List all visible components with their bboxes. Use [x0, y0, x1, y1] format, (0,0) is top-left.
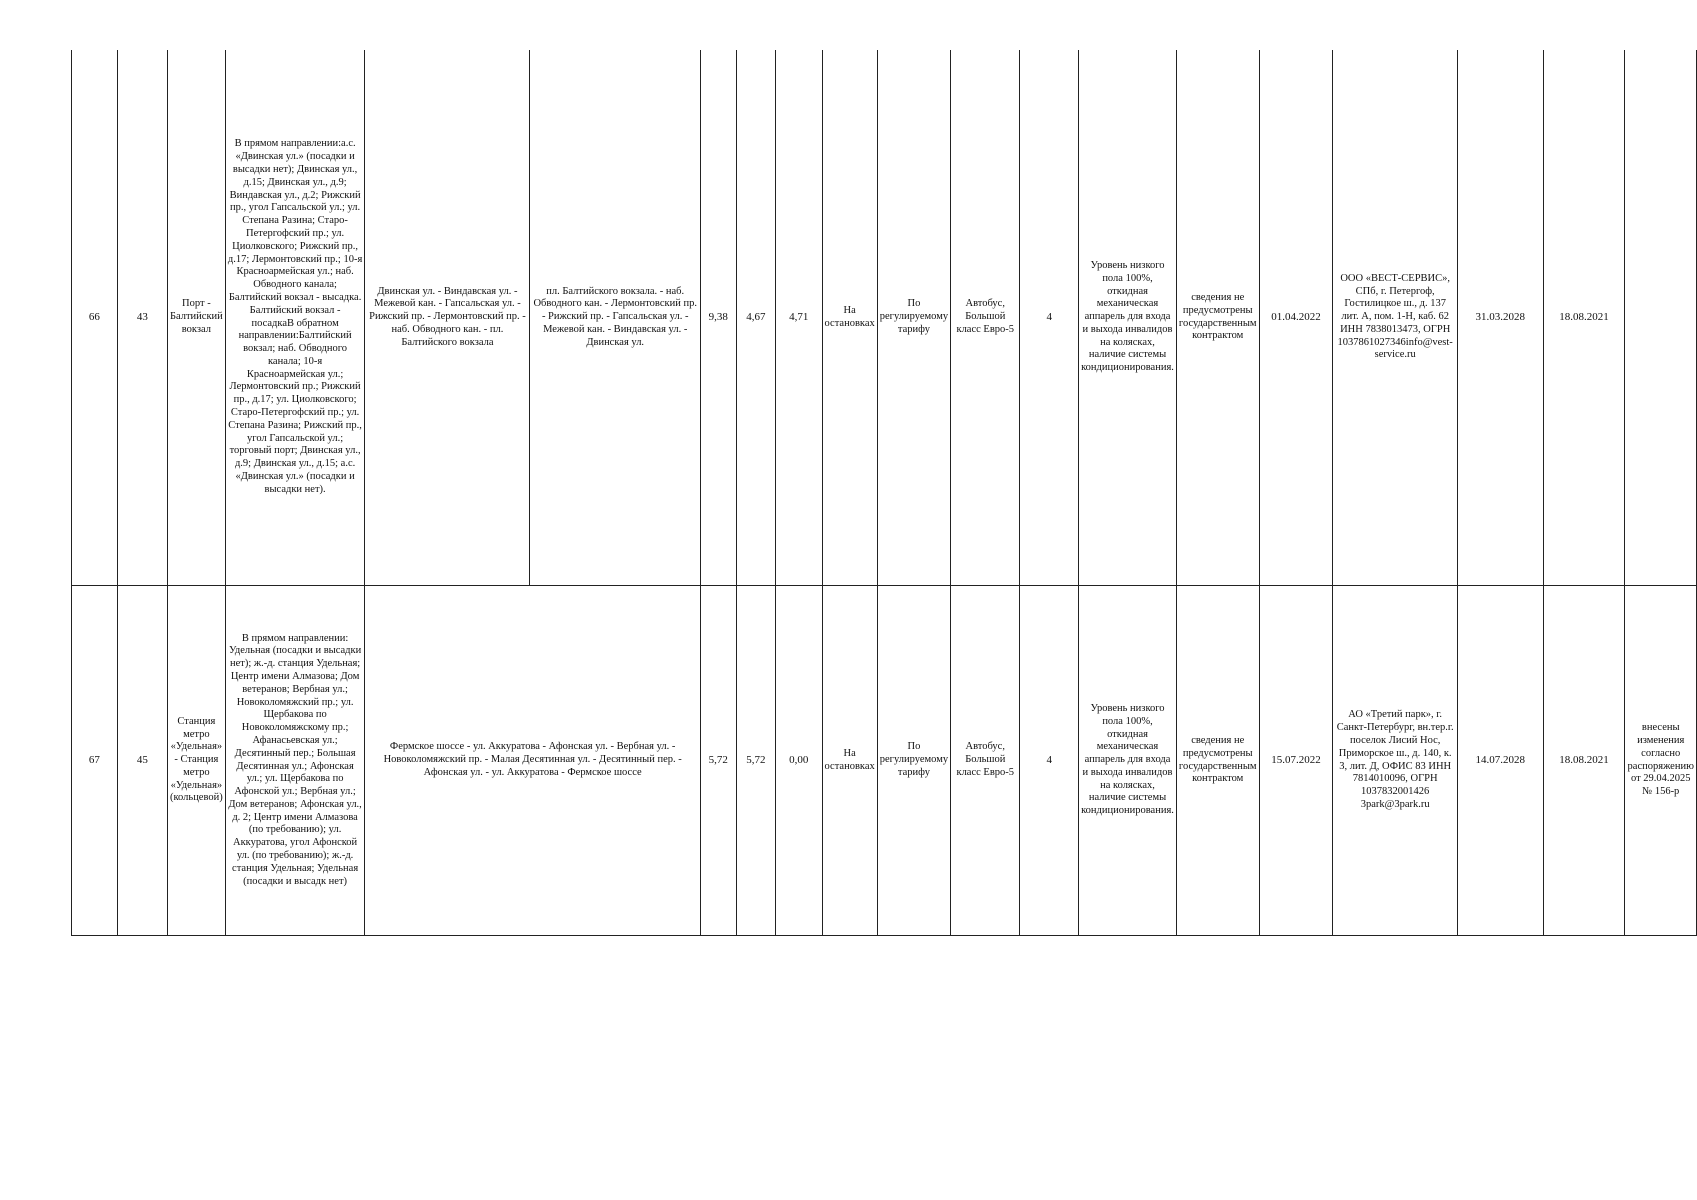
route-registry-table [71, 50, 1697, 936]
issue-date: 18.08.2021 [1543, 586, 1625, 936]
contract-info: сведения не предусмотрены государственным контрактом [1176, 50, 1259, 586]
route-path: В прямом направлении: Удельная (посадки и высадки нет); ж.-д. станция Удельная; Центр имени Алмазова; Дом ветеранов; Вербная ул.; Новоколомяжский пр.; ул. Щербакова по Новоколомяжскому пр.; Афанасьевская ул.; Десятинный пер.; Большая Десятинная ул.; Афонская ул.; ул. Щербакова по Афонской ул.; Вербная ул.; Дом ветеранов; Афонская ул., д. 2; Центр имени Алмазова (по требованию); ул. Аккуратова, угол Афонской ул. (по требованию); ж.-д. станция Удельная; Удельная (посадки и высадк нет) [225, 586, 365, 936]
tariff-type: По регулируемому тарифу [877, 50, 950, 586]
vehicle-count: 4 [1020, 50, 1079, 586]
vehicle-count: 4 [1020, 586, 1079, 936]
start-date: 01.04.2022 [1259, 50, 1333, 586]
route-length-forward: 5,72 [736, 586, 775, 936]
table-row [72, 50, 1697, 586]
tariff-type: По регулируемому тарифу [877, 586, 950, 936]
registration-number: 66 [72, 50, 118, 586]
streets-forward: Двинская ул. - Виндавская ул. - Межевой кан. - Гапсальская ул. - Рижский пр. - Лермонтовский пр. - наб. Обводного кан. - пл. Балтийского вокзала [365, 50, 530, 586]
route-length-total: 9,38 [700, 50, 736, 586]
streets-backward: пл. Балтийского вокзала. - наб. Обводного кан. - Лермонтовский пр. - Рижский пр. - Гапсальская ул. - Межевой кан. - Виндавская ул. - Двинская ул. [530, 50, 700, 586]
registration-number: 67 [72, 586, 118, 936]
stop-order: На остановках [822, 50, 877, 586]
table-row [72, 586, 1697, 936]
route-number: 45 [117, 586, 167, 936]
streets-both-directions: Фермское шоссе - ул. Аккуратова - Афонская ул. - Вербная ул. - Новоколомяжский пр. - Малая Десятинная ул. - Десятинный пер. - Афонская ул. - ул. Аккуратова - Фермское шоссе [365, 586, 701, 936]
route-length-backward: 0,00 [776, 586, 823, 936]
route-name: Станция метро «Удельная» - Станция метро «Удельная» (кольцевой) [167, 586, 225, 936]
issue-date: 18.08.2021 [1543, 50, 1625, 586]
route-length-forward: 4,67 [736, 50, 775, 586]
start-date: 15.07.2022 [1259, 586, 1333, 936]
route-path: В прямом направлении:а.с. «Двинская ул.» (посадки и высадки нет); Двинская ул., д.15; Двинская ул., д.9; Виндавская ул., д.2; Рижский пр., угол Гапсальской ул.; ул. Степана Разина; Старо-Петергофский пр.; ул. Циолковского; Рижский пр., д.17; Лермонтовский пр.; 10-я Красноармейская ул.; наб. Обводного канала; Балтийский вокзал - высадка. Балтийский вокзал - посадкаВ обратном направлении:Балтийский вокзал; наб. Обводного канала; 10-я Красноармейская ул.; Лермонтовский пр.; Рижский пр., д.17; ул. Циолковского; Старо-Петергофский пр.; ул. Степана Разина; Рижский пр., угол Гапсальской ул.; торговый порт; Двинская ул., д.9; Двинская ул., д.15; а.с. «Двинская ул.» (посадки и высадки нет). [225, 50, 365, 586]
end-date: 31.03.2028 [1457, 50, 1543, 586]
route-length-total: 5,72 [700, 586, 736, 936]
carrier-info: ООО «ВЕСТ-СЕРВИС», СПб, г. Петергоф, Гостилицкое ш., д. 137 лит. А, пом. 1-Н, каб. 62 ИНН 7838013473, ОГРН 1037861027346info@vest-service.ru [1333, 50, 1458, 586]
changes-note [1625, 50, 1697, 586]
contract-info: сведения не предусмотрены государственным контрактом [1176, 586, 1259, 936]
route-length-backward: 4,71 [776, 50, 823, 586]
route-name: Порт - Балтийский вокзал [167, 50, 225, 586]
carrier-info: АО «Третий парк», г. Санкт-Петербург, вн.тер.г. поселок Лисий Нос, Приморское ш., д. 140, к. 3, лит. Д, ОФИС 83 ИНН 7814010096, ОГРН 1037832001426 3park@3park.ru [1333, 586, 1458, 936]
end-date: 14.07.2028 [1457, 586, 1543, 936]
route-number: 43 [117, 50, 167, 586]
vehicle-characteristics: Уровень низкого пола 100%, откидная механическая аппарель для входа и выхода инвалидов на колясках, наличие системы кондиционирования. [1079, 586, 1177, 936]
vehicle-type: Автобус, Большой класс Евро-5 [951, 50, 1020, 586]
changes-note: внесены изменения согласно распоряжению от 29.04.2025 № 156-р [1625, 586, 1697, 936]
vehicle-type: Автобус, Большой класс Евро-5 [951, 586, 1020, 936]
vehicle-characteristics: Уровень низкого пола 100%, откидная механическая аппарель для входа и выхода инвалидов на колясках, наличие системы кондиционирования. [1079, 50, 1177, 586]
stop-order: На остановках [822, 586, 877, 936]
